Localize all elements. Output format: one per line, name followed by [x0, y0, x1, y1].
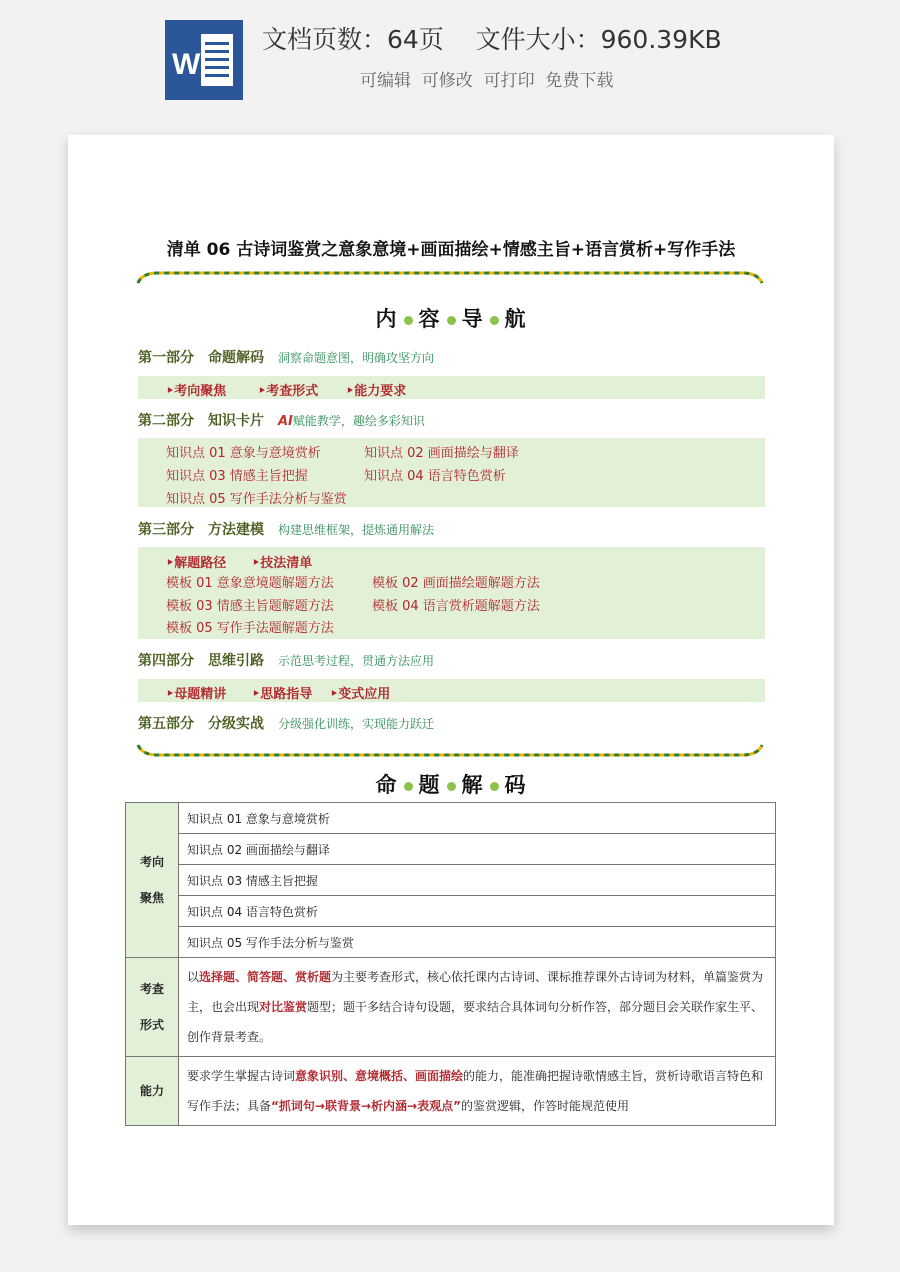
- table-row: [126, 834, 776, 865]
- nav-link[interactable]: 知识点 02 画面描绘与翻译: [364, 446, 519, 461]
- focus-item: 知识点 05 写作手法分析与鉴赏: [179, 927, 776, 958]
- decorative-band-bottom: [136, 743, 764, 757]
- ability-text-cell: 要求学生掌握古诗词意象识别、意境概括、画面描绘的能力，能准确把握诗歌情感主旨，赏析诗歌语言特色和写作手法；具备“抓词句→联背景→析内涵→表观点”的鉴赏逻辑，作答时能规范使用: [179, 1057, 776, 1126]
- nav-link[interactable]: ‣母题精讲: [166, 687, 227, 702]
- nav-link[interactable]: 模板 04 语言赏析题解题方法: [372, 599, 540, 614]
- nav-link[interactable]: 模板 03 情感主旨题解题方法: [166, 599, 334, 614]
- decorative-band-top: [136, 271, 764, 285]
- document-page: [68, 135, 834, 1225]
- part-3-row: 第三部分 方法建模 构建思维框架，提炼通用解法: [138, 522, 435, 538]
- file-info-subtitle: 可编辑 可修改 可打印 免费下载: [360, 71, 614, 91]
- nav-link[interactable]: ‣解题路径: [166, 556, 227, 571]
- decode-table: [125, 802, 776, 1126]
- nav-link[interactable]: ‣技法清单: [252, 556, 313, 571]
- svg-text:W: W: [172, 48, 201, 81]
- nav-link[interactable]: 模板 05 写作手法题解题方法: [166, 621, 334, 636]
- download-header: [0, 0, 900, 130]
- focus-label-cell: 考向 聚焦: [126, 803, 179, 958]
- part-5-row: 第五部分 分级实战 分级强化训练，实现能力跃迁: [138, 716, 435, 732]
- nav-link[interactable]: 模板 01 意象意境题解题方法: [166, 576, 334, 591]
- focus-item: 知识点 03 情感主旨把握: [179, 865, 776, 896]
- nav-heading: 内 容 导 航: [375, 307, 527, 331]
- part-1-row: 第一部分 命题解码 洞察命题意图，明确攻坚方向: [138, 350, 435, 366]
- nav-link[interactable]: ‣考向聚焦: [166, 384, 227, 399]
- table-row: [126, 865, 776, 896]
- nav-link[interactable]: ‣能力要求: [346, 384, 407, 399]
- table-row: [126, 1057, 776, 1126]
- nav-link[interactable]: 知识点 05 写作手法分析与鉴赏: [166, 492, 347, 507]
- nav-link[interactable]: 模板 02 画面描绘题解题方法: [372, 576, 540, 591]
- focus-item: 知识点 04 语言特色赏析: [179, 896, 776, 927]
- part-4-box: [138, 679, 765, 702]
- ability-label-cell: 能力: [126, 1057, 179, 1126]
- form-text-cell: 以选择题、简答题、赏析题为主要考查形式，核心依托课内古诗词、课标推荐课外古诗词为材料，单篇鉴赏为主，也会出现对比鉴赏题型；题干多结合诗句设题，要求结合具体词句分析作答，部分题目会关联作家生平、创作背景考查。: [179, 958, 776, 1057]
- nav-link[interactable]: ‣考查形式: [258, 384, 319, 399]
- part-2-box: [138, 438, 765, 507]
- word-icon: [165, 20, 243, 100]
- part-1-box: [138, 376, 765, 399]
- part-4-row: 第四部分 思维引路 示范思考过程，贯通方法应用: [138, 653, 435, 669]
- table-row: [126, 958, 776, 1057]
- focus-item: 知识点 02 画面描绘与翻译: [179, 834, 776, 865]
- document-title: 清单 06 古诗词鉴赏之意象意境+画面描绘+情感主旨+语言赏析+写作手法: [166, 240, 736, 260]
- part-2-row: 第二部分 知识卡片 AI赋能教学，趣绘多彩知识: [138, 413, 425, 429]
- form-label-cell: 考查 形式: [126, 958, 179, 1057]
- table-row: [126, 927, 776, 958]
- table-row: [126, 896, 776, 927]
- decode-heading: 命 题 解 码: [375, 773, 527, 797]
- nav-link[interactable]: 知识点 03 情感主旨把握: [166, 469, 308, 484]
- nav-link[interactable]: 知识点 04 语言特色赏析: [364, 469, 506, 484]
- file-info-title: 文档页数：64页 文件大小：960.39KB: [262, 25, 722, 54]
- nav-link[interactable]: ‣思路指导: [252, 687, 313, 702]
- focus-item: 知识点 01 意象与意境赏析: [179, 803, 776, 834]
- nav-link[interactable]: ‣变式应用: [330, 687, 391, 702]
- nav-link[interactable]: 知识点 01 意象与意境赏析: [166, 446, 321, 461]
- part-3-box: [138, 547, 765, 639]
- table-row: [126, 803, 776, 834]
